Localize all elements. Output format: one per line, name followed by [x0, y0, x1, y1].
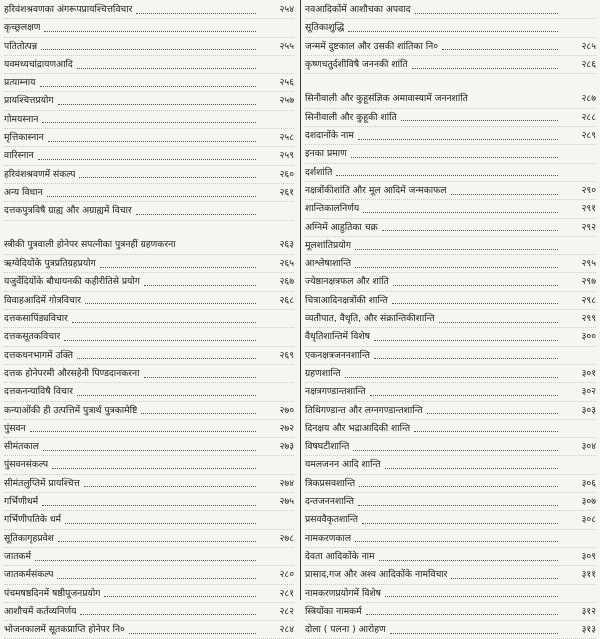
entry-page-number: २९२: [581, 221, 596, 233]
entry-page-number: २७३: [279, 441, 294, 453]
index-entry: [4, 530, 294, 548]
index-entry: [4, 38, 294, 56]
entry-page-number: २९९: [581, 313, 596, 325]
index-entry: [4, 365, 294, 383]
entry-page-number: २९८: [581, 294, 596, 306]
dot-leader: [385, 467, 558, 469]
entry-page-number: ३०९: [581, 550, 596, 562]
entry-page-number: ३०१: [581, 367, 596, 379]
entry-title: प्रत्याम्नाय: [4, 77, 36, 89]
entry-title: विषघटीशान्ति: [305, 441, 350, 453]
entry-page-number: २८५: [581, 40, 596, 52]
entry-title: दत्तकनन्याविषै विचार: [4, 386, 73, 398]
dot-leader: [374, 339, 558, 341]
entry-page-number: २७०: [279, 404, 294, 416]
entry-page-number: २५७: [279, 95, 294, 107]
entry-page-number: २६८: [279, 294, 294, 306]
index-entry: [4, 19, 294, 37]
entry-page-number: २५८: [279, 132, 294, 144]
entry-title: सीमंतलुप्तिमें प्रायश्चित्त: [4, 477, 80, 489]
index-entry: [4, 328, 294, 346]
dot-leader: [100, 266, 256, 268]
index-entry: [305, 38, 596, 56]
index-entry: [305, 273, 596, 291]
index-entry: [305, 109, 596, 127]
index-entry: [305, 530, 596, 548]
dot-leader: [355, 540, 558, 542]
left-column: [4, 1, 294, 639]
entry-title: गोमयस्नान: [4, 113, 39, 125]
entry-title: दोला ( पलना ) आरोहण: [305, 624, 386, 636]
index-entry: [305, 292, 596, 310]
dot-leader: [385, 595, 558, 597]
index-entry: [4, 456, 294, 474]
entry-title: शान्तिकालनिर्णय: [305, 203, 360, 215]
entry-title: मूलशांतिप्रयोग: [305, 239, 352, 251]
entry-page-number: २५९: [279, 150, 294, 162]
index-entry: [4, 566, 294, 584]
dot-leader: [358, 138, 558, 140]
index-entry: [4, 184, 294, 202]
index-entry: [4, 74, 294, 92]
entry-title: प्रायश्चित्तप्रयोग: [4, 95, 54, 107]
index-entry: [305, 548, 596, 566]
entry-page-number: २८२: [279, 605, 294, 617]
dot-leader: [392, 302, 558, 304]
dot-leader: [77, 394, 256, 396]
dot-leader: [43, 449, 256, 451]
dot-leader: [363, 211, 558, 213]
entry-title: ऋग्वेदियोंके पुत्रप्रतिग्रहप्रयोग: [4, 258, 96, 270]
entry-title: एकनक्षत्रजननशान्ति: [305, 349, 370, 361]
entry-title: दन्तजननशान्ति: [305, 496, 355, 508]
entry-title: अग्निमें आहुतिका चक्र: [305, 221, 378, 233]
index-entry: [305, 511, 596, 529]
entry-page-number: ३०८: [581, 514, 596, 526]
entry-page-number: २७४: [279, 477, 294, 489]
entry-title: चित्राआदिनक्षत्रोंकी शान्ति: [305, 294, 388, 306]
dot-leader: [141, 412, 256, 414]
index-entry: [4, 585, 294, 603]
index-entry: [4, 310, 294, 328]
entry-title: हरिवंशश्रवणमें संकल्प: [4, 168, 76, 180]
dot-leader: [30, 430, 256, 432]
entry-page-number: २७२: [279, 422, 294, 434]
entry-title: हरिवंशश्रवणका अंगरूपप्रायश्चित्तविचार: [4, 4, 133, 15]
index-entry: [305, 365, 596, 383]
entry-title: व्यतीपात, वैधृति, और संक्रान्तिकीशान्ति: [305, 313, 435, 325]
index-entry: [305, 383, 596, 401]
index-entry: [4, 402, 294, 420]
index-entry: [305, 74, 596, 109]
index-entry: [4, 56, 294, 74]
entry-page-number: ३०२: [581, 386, 596, 398]
entry-page-number: ३०७: [581, 496, 596, 508]
entry-title: जातकर्म: [4, 550, 31, 562]
dot-leader: [355, 248, 558, 250]
entry-page-number: ३१२: [581, 605, 596, 617]
index-entry: [4, 255, 294, 273]
index-entry: [305, 566, 596, 584]
index-entry: [305, 493, 596, 511]
entry-title: प्रासाद,गज और अश्व आदिकोंके नामविचार: [305, 569, 448, 581]
dot-leader: [129, 632, 256, 634]
index-entry: [305, 200, 596, 218]
entry-title: तिथिगण्डान्त और लग्नगण्डान्तशान्ति: [305, 404, 423, 416]
entry-title: सिनीवाली और कुहूसंज्ञिक अमावास्यामें जननशांति: [305, 92, 468, 104]
entry-page-number: २९१: [581, 203, 596, 215]
entry-title: यजुर्वेदियोंके बौधायनकी कहीरीतिसे प्रयोग: [4, 276, 140, 288]
index-entry: [4, 221, 294, 256]
entry-page-number: २५६: [279, 77, 294, 89]
entry-page-number: २८४: [279, 624, 294, 636]
index-entry: [305, 19, 596, 37]
index-entry: [305, 438, 596, 456]
dot-leader: [41, 48, 256, 50]
entry-page-number: २७८: [279, 532, 294, 544]
index-entry: [4, 147, 294, 165]
dot-leader: [47, 195, 256, 197]
index-entry: [305, 310, 596, 328]
entry-title: जातकर्मसंकल्प: [4, 569, 54, 581]
dot-leader: [104, 595, 256, 597]
index-entry: [305, 255, 596, 273]
dot-leader: [359, 485, 558, 487]
entry-title: सीमंतकाल: [4, 441, 39, 453]
index-entry: [4, 92, 294, 110]
entry-title: दर्शशांति: [305, 166, 333, 178]
dot-leader: [77, 357, 256, 359]
dot-leader: [65, 522, 256, 524]
dot-leader: [136, 12, 256, 14]
dot-leader: [362, 522, 558, 524]
dot-leader: [58, 540, 256, 542]
entry-page-number: २६०: [279, 168, 294, 180]
entry-title: नक्षत्रगण्डान्तशान्ति: [305, 386, 366, 398]
entry-page-number: २५४: [279, 4, 294, 15]
dot-leader: [374, 357, 558, 359]
entry-title: नामकरणकाल: [305, 532, 352, 544]
dot-leader: [414, 430, 558, 432]
entry-page-number: २८९: [581, 130, 596, 142]
column-divider: [300, 0, 301, 600]
dot-leader: [390, 632, 558, 634]
right-column: [305, 1, 596, 639]
index-entry: [305, 456, 596, 474]
entry-title: दत्तक होनेपरमी औरसहेनी पिण्डदानकरना: [4, 367, 140, 379]
entry-page-number: २८१: [279, 587, 294, 599]
entry-title: विवाहआदिमें गोत्रविचार: [4, 294, 81, 306]
entry-page-number: २६५: [279, 258, 294, 270]
index-entry: [305, 164, 596, 182]
entry-title: आश्लेषाशान्ति: [305, 258, 352, 270]
entry-title: यवमध्यचांद्रायणआदि: [4, 58, 73, 70]
dot-leader: [48, 140, 256, 142]
entry-title: स्त्रियोंका नामकर्म: [305, 605, 362, 617]
index-entry: [4, 603, 294, 621]
entry-page-number: ३००: [581, 331, 596, 343]
index-entry: [305, 402, 596, 420]
dot-leader: [35, 559, 256, 561]
index-entry: [4, 383, 294, 401]
dot-leader: [370, 394, 558, 396]
dot-leader: [40, 85, 256, 87]
dot-leader: [351, 156, 558, 158]
entry-page-number: २८६: [581, 58, 596, 70]
dot-leader: [136, 213, 256, 215]
dot-leader: [42, 504, 256, 506]
entry-title: कृष्णचतुर्दशीविषै जननकी शांति: [305, 58, 408, 70]
entry-title: दत्तकपुत्रविषै ग्राह्य और अग्राह्यमें विचार: [4, 205, 132, 217]
entry-page-number: २५५: [279, 40, 294, 52]
entry-page-number: २९०: [581, 184, 596, 196]
dot-leader: [427, 412, 558, 414]
entry-title: कृच्छ्रलक्षण: [4, 22, 41, 34]
dot-leader: [38, 158, 256, 160]
entry-page-number: २६७: [279, 276, 294, 288]
entry-page-number: ३१३: [581, 624, 596, 636]
entry-title: नामकरणप्रयोगमें विशेष: [305, 587, 381, 599]
dot-leader: [144, 376, 256, 378]
dot-leader: [382, 229, 558, 231]
entry-title: गर्भिणीधर्म: [4, 496, 39, 508]
dot-leader: [451, 193, 559, 195]
index-entry: [4, 475, 294, 493]
entry-title: अन्य विधान: [4, 186, 43, 198]
dot-leader: [64, 339, 256, 341]
entry-title: भोजनकालमें सूतकप्राप्ति होनेपर नि०: [4, 624, 125, 636]
dot-leader: [348, 30, 558, 32]
entry-title: गर्भिणीपतिके धर्म: [4, 514, 61, 526]
dot-leader: [345, 376, 558, 378]
entry-title: स्त्रीकी पुत्रवाली होनेपर सपत्नीका पुत्रनहीं ग्रहणकरना: [4, 239, 176, 251]
entry-title: दिनक्षय और भद्राआदिकी शान्ति: [305, 422, 411, 434]
index-entry: [305, 585, 596, 603]
dot-leader: [439, 321, 558, 323]
entry-title: देवता आदिकोंके नाम: [305, 550, 375, 562]
entry-title: सूतिकाशुद्धि: [305, 22, 345, 34]
index-entry: [4, 420, 294, 438]
entry-title: ग्रहणशान्ति: [305, 367, 341, 379]
dot-leader: [77, 67, 256, 69]
entry-title: वैधृतिशान्तिमें विशेष: [305, 331, 370, 343]
dot-leader: [415, 12, 558, 14]
dot-leader: [451, 577, 558, 579]
index-entry: [4, 202, 294, 220]
index-entry: [305, 621, 596, 639]
entry-page-number: २६९: [279, 349, 294, 361]
entry-title: कन्याओंकी ही उत्पत्तिमें पुत्रार्थ पुत्रकामेष्टि: [4, 404, 138, 416]
entry-title: त्रिकप्रसवशान्ति: [305, 477, 356, 489]
index-entry: [4, 493, 294, 511]
entry-page-number: २८८: [581, 111, 596, 123]
dot-leader: [393, 284, 558, 286]
dot-leader: [58, 103, 256, 105]
entry-title: सूतिकागृहप्रवेश: [4, 532, 54, 544]
entry-title: प्रसववैकृतशान्ति: [305, 514, 359, 526]
entry-page-number: २६१: [279, 186, 294, 198]
index-entry: [4, 273, 294, 291]
entry-page-number: ३०४: [581, 441, 596, 453]
entry-title: आशौचमें कर्तव्यनिर्णय: [4, 605, 77, 617]
index-entry: [305, 145, 596, 163]
entry-title: दत्तकसापिंड्यविचार: [4, 313, 68, 325]
index-entry: [4, 548, 294, 566]
entry-title: पंचमषष्ठदिनमें षष्ठीपूजनप्रयोग: [4, 587, 101, 599]
entry-title: मृत्तिकास्नान: [4, 132, 44, 144]
dot-leader: [366, 613, 558, 615]
dot-leader: [401, 119, 558, 121]
entry-page-number: ३०६: [581, 477, 596, 489]
index-entry: [305, 127, 596, 145]
index-entry: [4, 166, 294, 184]
entry-title: नवआदिकोंमें आशौचका अपवाद: [305, 4, 411, 15]
dot-leader: [42, 121, 256, 123]
index-entry: [305, 328, 596, 346]
entry-page-number: ३०३: [581, 404, 596, 416]
entry-title: पुंसवन: [4, 422, 26, 434]
dot-leader: [52, 467, 256, 469]
index-entry: [305, 1, 596, 19]
entry-title: वारिस्नान: [4, 150, 34, 162]
dot-leader: [412, 67, 558, 69]
index-entry: [305, 475, 596, 493]
entry-page-number: ३११: [581, 569, 596, 581]
entry-title: यमलजनन आदि शान्ति: [305, 459, 381, 471]
entry-page-number: २८७: [581, 92, 596, 104]
entry-title: पुंसवनसंकल्प: [4, 459, 49, 471]
entry-title: दत्तकसूतकविचार: [4, 331, 61, 343]
entry-title: जन्ममें दुष्टकाल और उसकी शांतिका नि०: [305, 40, 439, 52]
dot-leader: [336, 174, 558, 176]
entry-title: दशदानोंके नाम: [305, 130, 354, 142]
dot-leader: [144, 284, 256, 286]
dot-leader: [79, 176, 256, 178]
entry-title: ज्येष्ठानक्षत्रफल और शांति: [305, 276, 389, 288]
index-entry: [4, 438, 294, 456]
entry-page-number: २९७: [581, 276, 596, 288]
index-entry: [305, 347, 596, 365]
dot-leader: [85, 302, 256, 304]
dot-leader: [72, 321, 256, 323]
dot-leader: [358, 504, 558, 506]
dot-leader: [379, 559, 558, 561]
dot-leader: [442, 48, 558, 50]
index-entry: [4, 111, 294, 129]
dot-leader: [57, 577, 256, 579]
index-entry: [305, 420, 596, 438]
index-entry: [4, 347, 294, 365]
index-entry: [4, 1, 294, 19]
entry-title: इनका प्रमाण: [305, 148, 347, 160]
dot-leader: [80, 613, 256, 615]
entry-title: सिनीवाली और कुहूकी शांति: [305, 111, 397, 123]
entry-page-number: २७५: [279, 496, 294, 508]
index-entry: [305, 182, 596, 200]
entry-title: पतितोत्पन्न: [4, 40, 38, 52]
dot-leader: [44, 30, 256, 32]
index-entry: [4, 292, 294, 310]
index-entry: [305, 237, 596, 255]
entry-page-number: २८०: [279, 569, 294, 581]
dot-leader: [355, 266, 558, 268]
index-entry: [305, 219, 596, 237]
index-entry: [4, 511, 294, 529]
index-entry: [4, 621, 294, 639]
dot-leader: [84, 485, 256, 487]
index-entry: [4, 129, 294, 147]
index-entry: [305, 56, 596, 74]
entry-title: दत्तकधनभागमें उक्ति: [4, 349, 74, 361]
index-entry: [305, 603, 596, 621]
dot-leader: [353, 449, 558, 451]
entry-page-number: २६३: [279, 239, 294, 251]
entry-title: नक्षत्रोंकीशांति और मूल आदिमें जन्मकाफल: [305, 184, 447, 196]
entry-page-number: २९५: [581, 258, 596, 270]
